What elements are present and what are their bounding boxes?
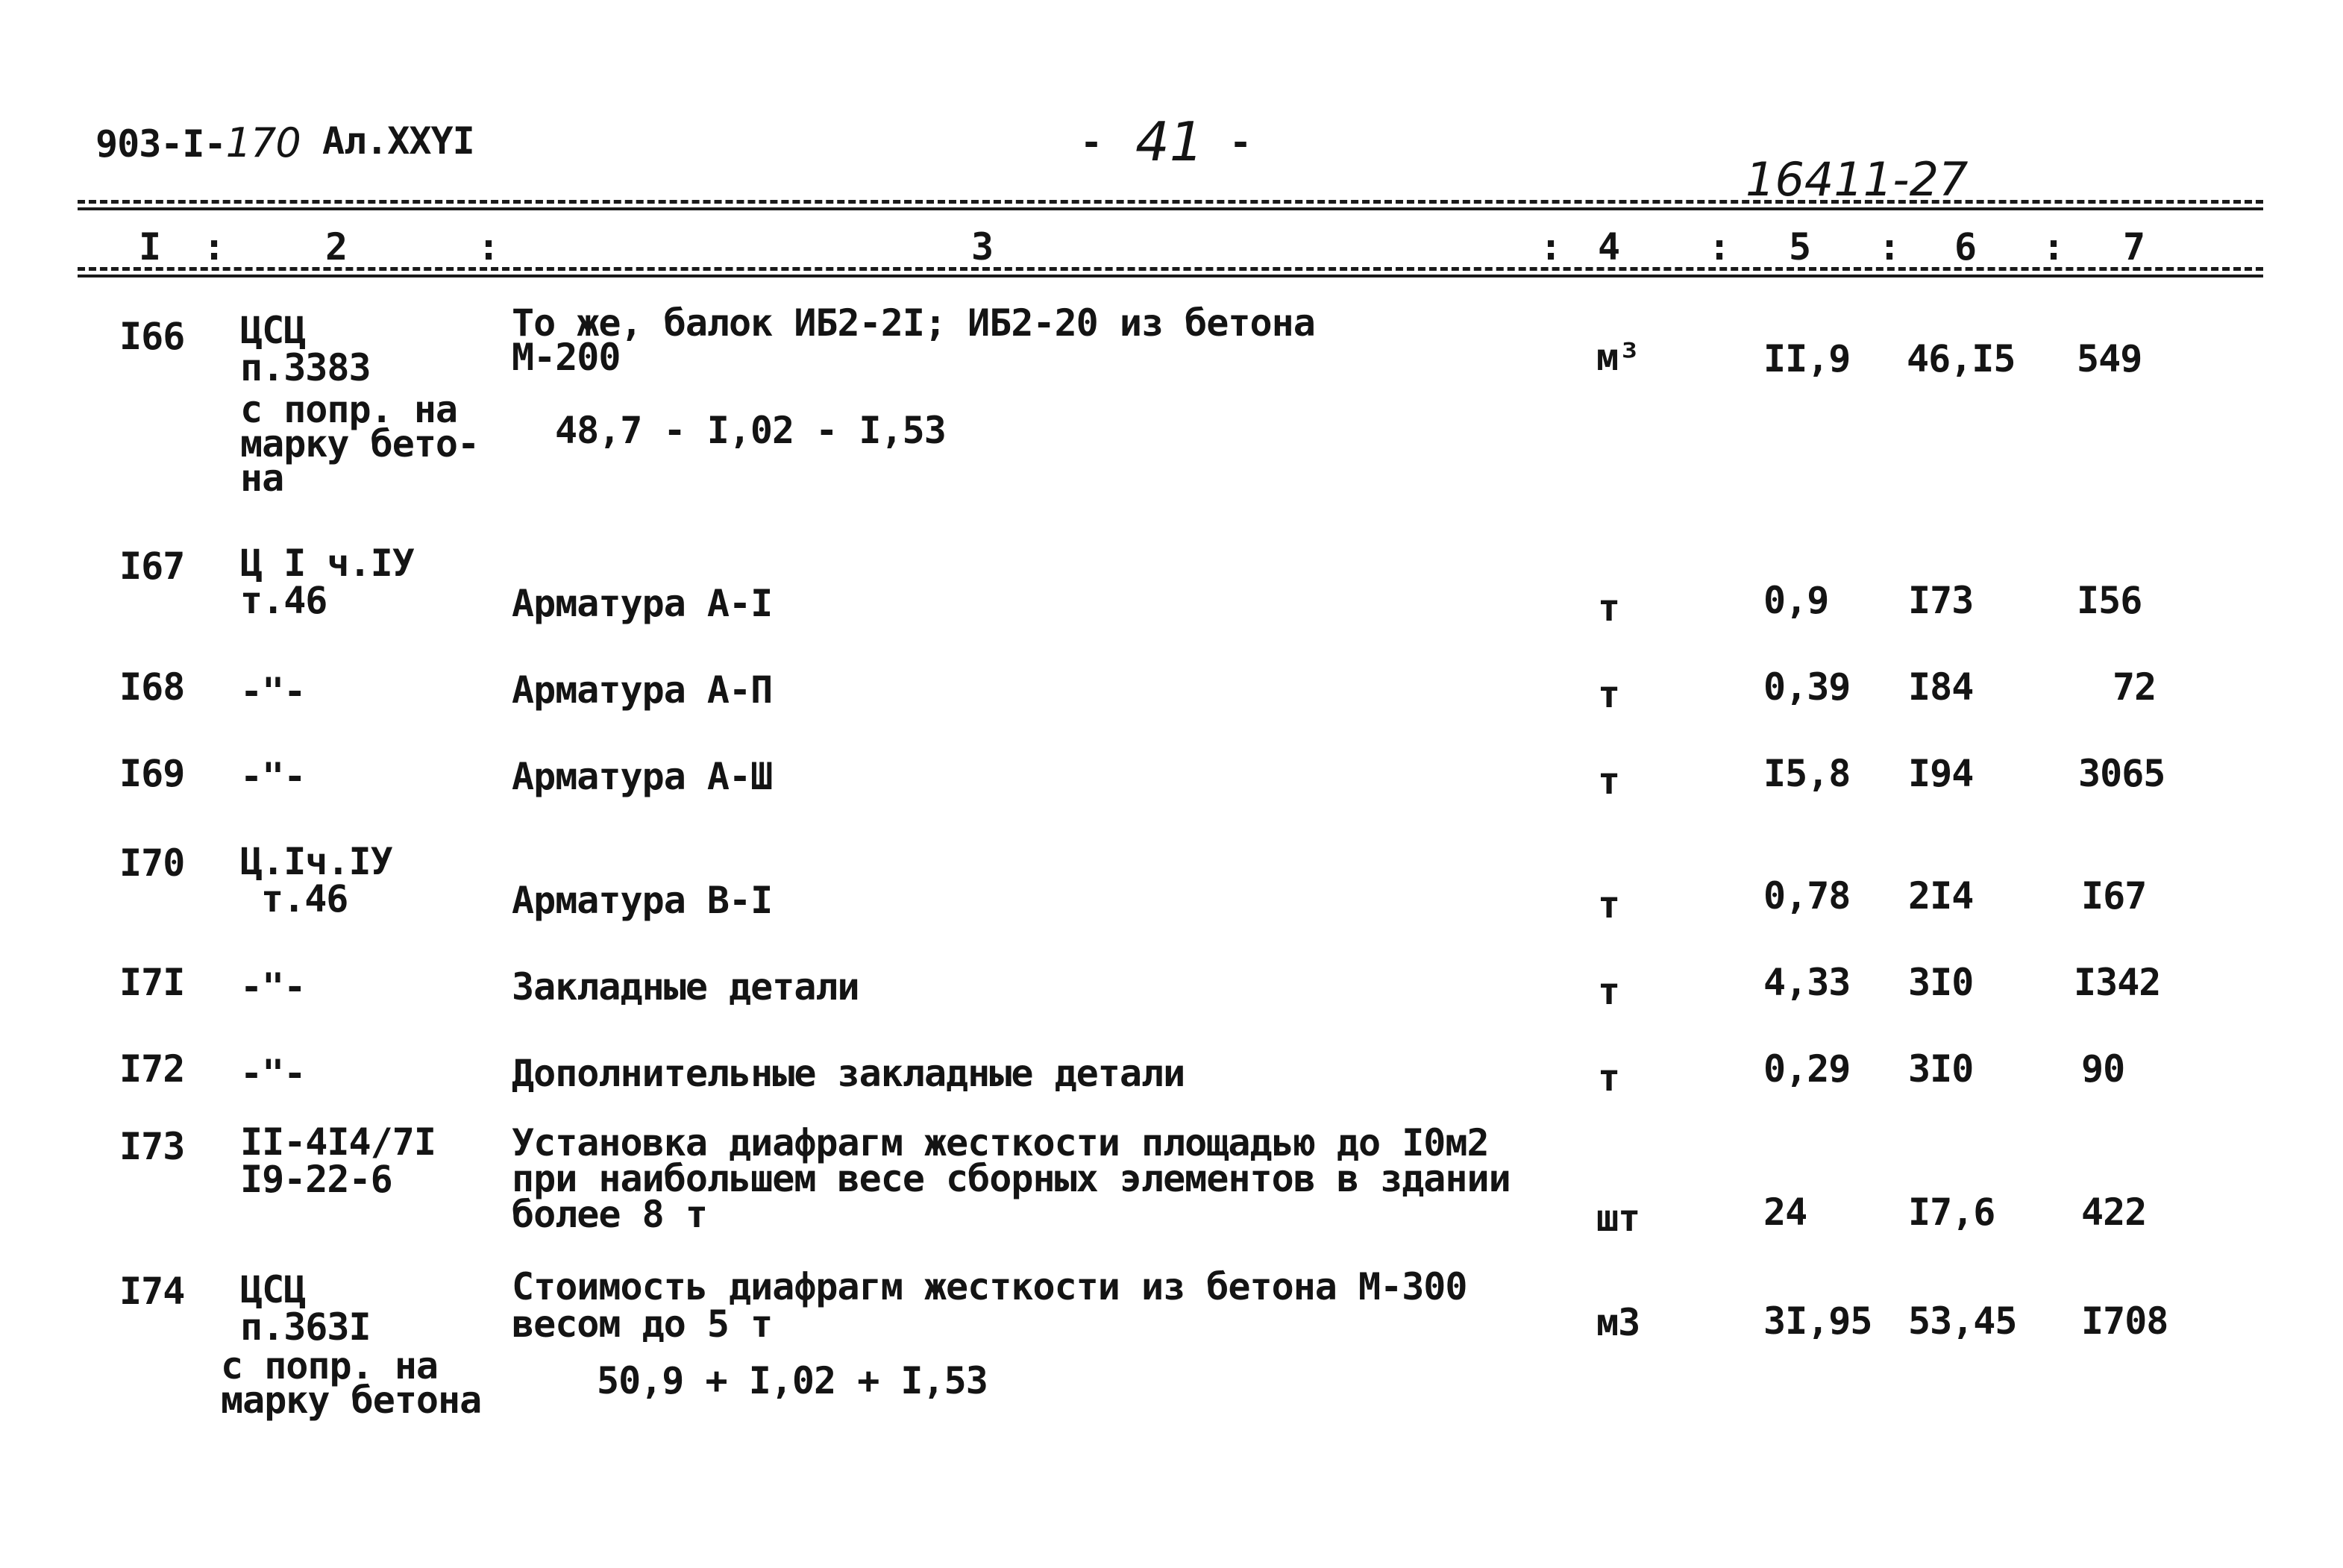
ref-extra-line: с попр. на: [240, 388, 458, 431]
rule-header-bottom-thin: [78, 275, 2263, 277]
row-unit: т: [1598, 970, 1620, 1013]
row-unit-price: 46,I5: [1907, 337, 2016, 380]
rule-top: [78, 200, 2263, 204]
row-unit: м³: [1596, 336, 1640, 379]
series-handwritten: 170: [225, 119, 301, 166]
doc-series: [95, 119, 301, 166]
row-reference: -"-: [240, 670, 306, 713]
row-reference: -"-: [240, 1052, 306, 1095]
row-unit-price: 3I0: [1908, 1047, 1974, 1091]
row-unit-price: I7,6: [1908, 1191, 1995, 1234]
row-number: I72: [119, 1047, 185, 1091]
row-reference: [240, 840, 392, 921]
row-number: I67: [119, 545, 185, 588]
album-label: Ал.XXYI: [322, 119, 474, 163]
row-unit: т: [1598, 673, 1620, 716]
col-header-3: 3: [971, 225, 994, 269]
row-number: I69: [119, 752, 185, 795]
row-total: 549: [2077, 337, 2142, 380]
row-quantity: 4,33: [1763, 961, 1851, 1004]
row-reference: [240, 1268, 371, 1349]
col-header-5: 5: [1789, 225, 1811, 269]
page-number: 41: [1135, 110, 1204, 173]
series-code: 903-I-: [95, 122, 226, 166]
row-reference: [240, 309, 371, 389]
row-number: I73: [119, 1125, 185, 1168]
row-description: Арматура А-П: [512, 668, 773, 712]
rule-header-bottom: [78, 267, 2263, 271]
row-unit-price: 53,45: [1908, 1299, 2017, 1343]
row-unit-price: 2I4: [1908, 874, 1974, 918]
page-dash-right: -: [1229, 121, 1252, 164]
col-sep: :: [477, 225, 500, 269]
row-total: 3065: [2078, 752, 2165, 795]
col-sep: :: [1878, 225, 1901, 269]
row-reference: [240, 542, 414, 622]
col-sep: :: [1708, 225, 1731, 269]
row-total: I708: [2081, 1299, 2168, 1343]
ref-line: т.46: [240, 579, 327, 622]
ref-line: ЦСЦ: [240, 1268, 306, 1311]
row-unit-price: I84: [1908, 665, 1974, 709]
row-total: I342: [2074, 961, 2161, 1004]
row-number: I7I: [119, 961, 185, 1004]
row-total: I56: [2077, 579, 2142, 622]
row-description: Арматура А-I: [512, 582, 773, 625]
row-quantity: 3I,95: [1763, 1299, 1872, 1343]
row-quantity: 0,9: [1763, 579, 1829, 622]
row-description: [512, 1265, 1467, 1346]
ref-extra-line: марку бето-: [240, 422, 480, 465]
row-description: Дополнительные закладные детали: [512, 1052, 1185, 1095]
row-unit: т: [1598, 586, 1620, 630]
desc-line: более 8 т: [512, 1193, 707, 1236]
row-unit: т: [1598, 1056, 1620, 1100]
row-quantity: II,9: [1763, 337, 1851, 380]
ref-line: Ц I ч.IУ: [240, 542, 414, 585]
row-unit: т: [1598, 759, 1620, 803]
row-reference: [240, 1120, 436, 1201]
row-formula: 50,9 + I,02 + I,53: [597, 1359, 988, 1402]
row-description: [512, 301, 1315, 379]
row-quantity: 0,29: [1763, 1047, 1851, 1091]
row-description: Арматура В-I: [512, 879, 773, 922]
row-unit-price: 3I0: [1908, 961, 1974, 1004]
row-reference: -"-: [240, 755, 306, 798]
row-quantity: 0,78: [1763, 874, 1851, 918]
row-number: I66: [119, 315, 185, 358]
desc-line: То же, балок ИБ2-2I; ИБ2-20 из бетона: [512, 301, 1315, 345]
page-dash-left: -: [1080, 121, 1103, 164]
ref-line: п.363I: [240, 1305, 371, 1349]
ref-extra-line: марку бетона: [221, 1379, 482, 1422]
col-header-6: 6: [1954, 225, 1977, 269]
desc-line: Стоимость диафрагм жесткости из бетона М-300: [512, 1265, 1467, 1308]
ref-extra-line: на: [240, 457, 284, 500]
ref-line: II-4I4/7I: [240, 1120, 436, 1164]
row-unit: т: [1598, 883, 1620, 926]
row-reference-extra: [221, 1344, 482, 1422]
desc-line: при наибольшем весе сборных элементов в здании: [512, 1157, 1511, 1200]
rule-top-thin: [78, 207, 2263, 210]
col-sep: :: [2042, 225, 2065, 269]
row-total: I67: [2081, 874, 2147, 918]
row-number: I70: [119, 841, 185, 885]
row-number: I74: [119, 1270, 185, 1313]
desc-line: Установка диафрагм жесткости площадью до I0м2: [512, 1121, 1489, 1164]
row-unit: м3: [1596, 1301, 1640, 1344]
col-header-7: 7: [2123, 225, 2145, 269]
col-header-2: 2: [325, 225, 348, 269]
row-reference: -"-: [240, 965, 306, 1009]
ref-line: т.46: [261, 877, 348, 921]
col-header-1: I: [139, 225, 161, 269]
ref-line: I9-22-6: [240, 1158, 392, 1201]
ref-line: п.3383: [240, 346, 371, 389]
row-description: Закладные детали: [512, 965, 859, 1009]
ref-line: ЦСЦ: [240, 309, 306, 352]
row-quantity: I5,8: [1763, 752, 1851, 795]
ref-line: Ц.Iч.IУ: [240, 840, 392, 883]
ref-extra-line: с попр. на: [221, 1344, 439, 1387]
archive-code: 16411-27: [1746, 152, 1969, 207]
row-reference-extra: [240, 388, 480, 500]
row-description: [512, 1121, 1511, 1236]
row-total: 422: [2081, 1191, 2147, 1234]
col-header-4: 4: [1598, 225, 1620, 269]
row-quantity: 0,39: [1763, 665, 1851, 709]
desc-line: весом до 5 т: [512, 1302, 773, 1346]
col-sep: :: [203, 225, 225, 269]
desc-line: М-200: [512, 336, 621, 379]
row-unit-price: I73: [1908, 579, 1974, 622]
row-total: 90: [2081, 1047, 2125, 1091]
row-description: Арматура А-Ш: [512, 755, 773, 798]
row-number: I68: [119, 665, 185, 709]
row-unit: шт: [1596, 1197, 1640, 1240]
row-quantity: 24: [1763, 1191, 1807, 1234]
col-sep: :: [1540, 225, 1562, 269]
row-unit-price: I94: [1908, 752, 1974, 795]
row-formula: 48,7 - I,02 - I,53: [555, 409, 946, 452]
row-total: 72: [2113, 665, 2157, 709]
